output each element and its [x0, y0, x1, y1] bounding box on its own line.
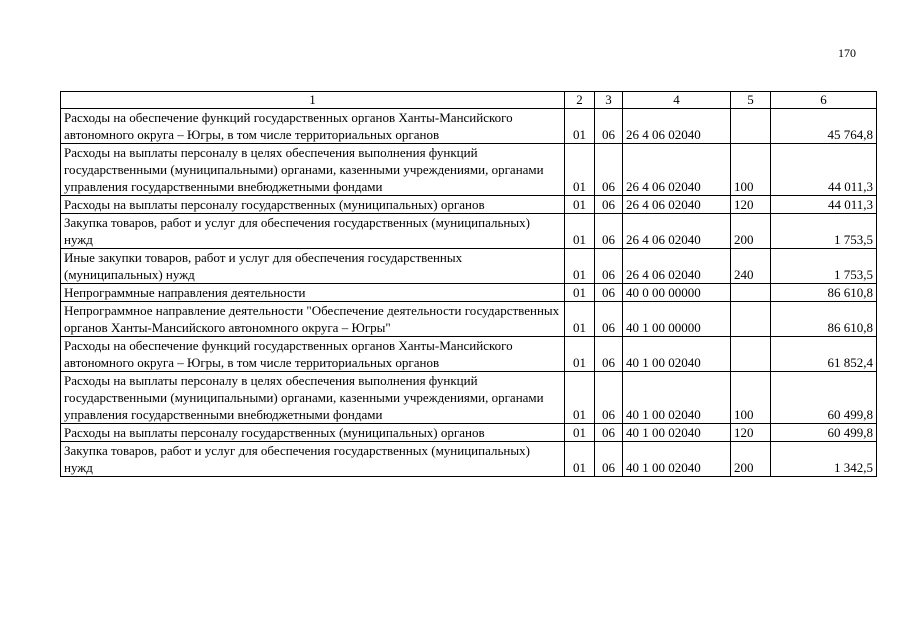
row-sum-cell: 44 011,3	[771, 144, 877, 196]
row-pr-cell: 06	[595, 214, 623, 249]
row-rz-cell: 01	[565, 109, 595, 144]
row-csr-cell: 40 1 00 00000	[623, 302, 731, 337]
table-row	[61, 424, 877, 442]
row-pr-cell: 06	[595, 109, 623, 144]
table-row	[61, 337, 877, 372]
table-row	[61, 302, 877, 337]
row-vr-cell: 100	[731, 144, 771, 196]
row-sum-cell: 60 499,8	[771, 372, 877, 424]
budget-table	[60, 91, 877, 477]
row-vr-cell: 120	[731, 196, 771, 214]
row-sum-cell: 61 852,4	[771, 337, 877, 372]
column-header: 5	[731, 92, 771, 109]
row-vr-cell	[731, 337, 771, 372]
row-rz-cell: 01	[565, 214, 595, 249]
page-number: 170	[838, 46, 856, 60]
row-vr-cell	[731, 302, 771, 337]
row-pr-cell: 06	[595, 337, 623, 372]
row-sum-cell: 1 342,5	[771, 442, 877, 477]
row-vr-cell: 200	[731, 214, 771, 249]
row-name-cell: Иные закупки товаров, работ и услуг для обеспечения государственных (муниципальных) нужд	[61, 249, 565, 284]
row-pr-cell: 06	[595, 249, 623, 284]
row-pr-cell: 06	[595, 424, 623, 442]
row-rz-cell: 01	[565, 302, 595, 337]
table-row	[61, 284, 877, 302]
row-rz-cell: 01	[565, 284, 595, 302]
row-name-cell: Непрограммные направления деятельности	[61, 284, 565, 302]
column-header: 6	[771, 92, 877, 109]
row-csr-cell: 26 4 06 02040	[623, 144, 731, 196]
table-row	[61, 144, 877, 196]
row-name-cell: Расходы на выплаты персоналу в целях обеспечения выполнения функций государственными (муниципальными) органами, казенными учреждениями, органами управления государственными внебюджетными фондами	[61, 372, 565, 424]
row-rz-cell: 01	[565, 372, 595, 424]
row-rz-cell: 01	[565, 249, 595, 284]
row-sum-cell: 1 753,5	[771, 249, 877, 284]
row-pr-cell: 06	[595, 302, 623, 337]
row-name-cell: Закупка товаров, работ и услуг для обеспечения государственных (муниципальных) нужд	[61, 442, 565, 477]
row-sum-cell: 86 610,8	[771, 302, 877, 337]
row-sum-cell: 44 011,3	[771, 196, 877, 214]
row-sum-cell: 1 753,5	[771, 214, 877, 249]
row-csr-cell: 26 4 06 02040	[623, 109, 731, 144]
row-vr-cell: 200	[731, 442, 771, 477]
row-name-cell: Непрограммное направление деятельности "Обеспечение деятельности государственных органов Ханты-Мансийского автономного округа – Югры"	[61, 302, 565, 337]
row-sum-cell: 45 764,8	[771, 109, 877, 144]
row-pr-cell: 06	[595, 284, 623, 302]
row-rz-cell: 01	[565, 442, 595, 477]
row-csr-cell: 40 1 00 02040	[623, 424, 731, 442]
column-header: 3	[595, 92, 623, 109]
row-pr-cell: 06	[595, 442, 623, 477]
row-csr-cell: 40 1 00 02040	[623, 442, 731, 477]
column-header: 4	[623, 92, 731, 109]
row-name-cell: Расходы на обеспечение функций государственных органов Ханты-Мансийского автономного округа – Югры, в том числе территориальных органов	[61, 337, 565, 372]
row-pr-cell: 06	[595, 372, 623, 424]
row-name-cell: Расходы на обеспечение функций государственных органов Ханты-Мансийского автономного округа – Югры, в том числе территориальных органов	[61, 109, 565, 144]
row-name-cell: Закупка товаров, работ и услуг для обеспечения государственных (муниципальных) нужд	[61, 214, 565, 249]
row-rz-cell: 01	[565, 144, 595, 196]
table-row	[61, 109, 877, 144]
row-csr-cell: 26 4 06 02040	[623, 249, 731, 284]
column-header: 1	[61, 92, 565, 109]
row-name-cell: Расходы на выплаты персоналу государственных (муниципальных) органов	[61, 424, 565, 442]
row-vr-cell: 240	[731, 249, 771, 284]
table-row	[61, 442, 877, 477]
row-sum-cell: 60 499,8	[771, 424, 877, 442]
row-csr-cell: 40 0 00 00000	[623, 284, 731, 302]
table-row	[61, 196, 877, 214]
row-vr-cell: 100	[731, 372, 771, 424]
row-name-cell: Расходы на выплаты персоналу государственных (муниципальных) органов	[61, 196, 565, 214]
row-csr-cell: 40 1 00 02040	[623, 337, 731, 372]
row-pr-cell: 06	[595, 196, 623, 214]
row-sum-cell: 86 610,8	[771, 284, 877, 302]
row-name-cell: Расходы на выплаты персоналу в целях обеспечения выполнения функций государственными (муниципальными) органами, казенными учреждениями, органами управления государственными внебюджетными фондами	[61, 144, 565, 196]
table-row	[61, 249, 877, 284]
row-rz-cell: 01	[565, 337, 595, 372]
row-csr-cell: 26 4 06 02040	[623, 214, 731, 249]
row-vr-cell	[731, 109, 771, 144]
row-rz-cell: 01	[565, 424, 595, 442]
table-header-row	[61, 92, 877, 109]
row-csr-cell: 40 1 00 02040	[623, 372, 731, 424]
row-pr-cell: 06	[595, 144, 623, 196]
row-csr-cell: 26 4 06 02040	[623, 196, 731, 214]
table-row	[61, 214, 877, 249]
row-rz-cell: 01	[565, 196, 595, 214]
row-vr-cell: 120	[731, 424, 771, 442]
table-row	[61, 372, 877, 424]
row-vr-cell	[731, 284, 771, 302]
column-header: 2	[565, 92, 595, 109]
